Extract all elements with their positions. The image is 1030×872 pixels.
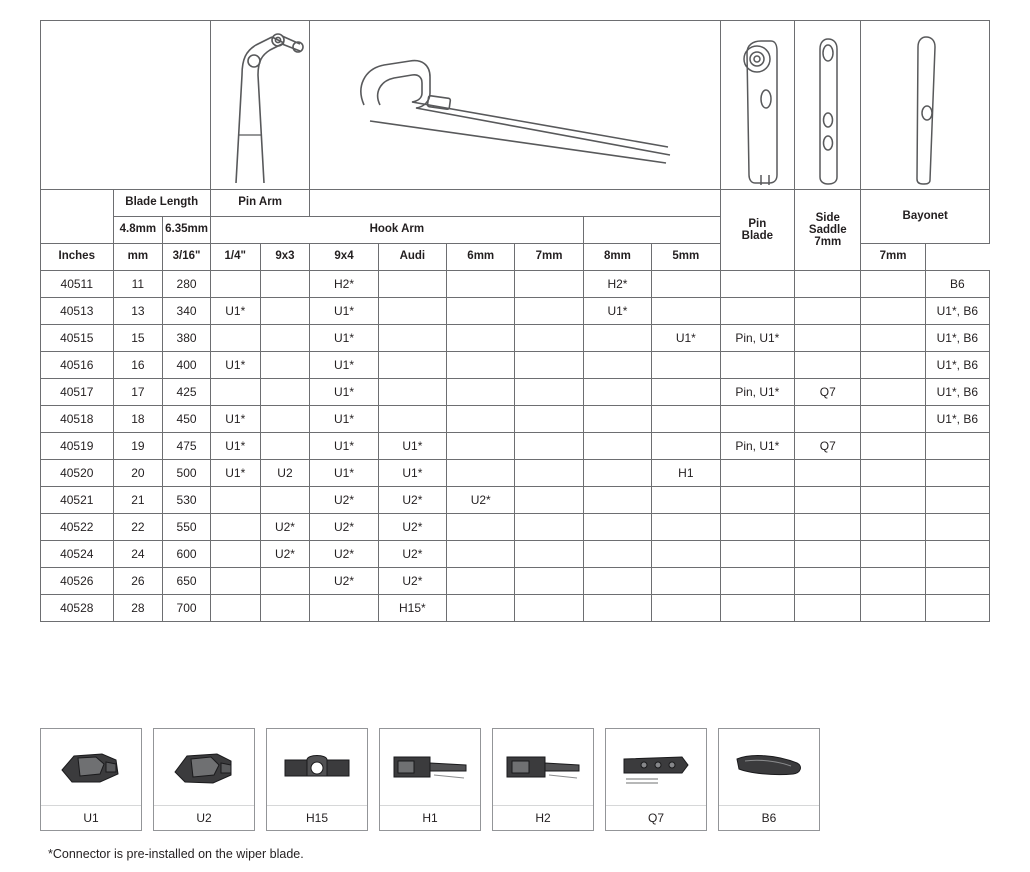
connector-h1-image xyxy=(380,729,480,805)
cell-pin_blade xyxy=(720,568,795,595)
legend-item-q7 xyxy=(605,728,707,831)
cell-mm8 xyxy=(652,352,720,379)
cell-inches: 22 xyxy=(113,514,163,541)
header-mm: mm xyxy=(113,244,163,271)
cell-b5mm xyxy=(861,460,925,487)
cell-mm8 xyxy=(652,298,720,325)
cell-part-number: 40519 xyxy=(41,433,114,460)
cell-b5mm xyxy=(861,379,925,406)
cell-inches: 18 xyxy=(113,406,163,433)
table-row xyxy=(41,379,990,406)
header-pin-blade xyxy=(720,190,795,271)
cell-b7mm xyxy=(925,595,989,622)
cell-b5mm xyxy=(861,325,925,352)
header-hook-arm-spacer xyxy=(310,190,720,217)
header-pin-arm: Pin Arm xyxy=(210,190,309,217)
header-bayonet-7mm: 7mm xyxy=(861,244,925,271)
cell-side_saddle xyxy=(795,595,861,622)
cell-audi: U2* xyxy=(447,487,515,514)
cell-part-number: 40526 xyxy=(41,568,114,595)
cell-side_saddle xyxy=(795,298,861,325)
cell-b7mm xyxy=(925,433,989,460)
cell-b7mm: U1*, B6 xyxy=(925,298,989,325)
cell-part-number: 40521 xyxy=(41,487,114,514)
cell-b5mm xyxy=(861,487,925,514)
cell-mm7 xyxy=(583,514,651,541)
cell-b7mm: B6 xyxy=(925,271,989,298)
cell-side_saddle xyxy=(795,271,861,298)
cell-mm: 450 xyxy=(163,406,211,433)
side-saddle-illustration-cell xyxy=(795,21,861,190)
cell-part-number: 40515 xyxy=(41,325,114,352)
cell-mm7 xyxy=(583,433,651,460)
cell-part-number: 40518 xyxy=(41,406,114,433)
cell-pin_blade xyxy=(720,271,795,298)
header-side-saddle-line2: Saddle xyxy=(808,224,847,236)
cell-mm7 xyxy=(583,568,651,595)
cell-pin_blade: Pin, U1* xyxy=(720,325,795,352)
cell-audi xyxy=(447,460,515,487)
cell-pin_blade xyxy=(720,406,795,433)
cell-part-number: 40513 xyxy=(41,298,114,325)
cell-side_saddle xyxy=(795,460,861,487)
cell-side_saddle: Q7 xyxy=(795,379,861,406)
cell-h9x3: U2* xyxy=(310,541,378,568)
cell-b7mm xyxy=(925,460,989,487)
legend-item-h1 xyxy=(379,728,481,831)
cell-part-number: 40528 xyxy=(41,595,114,622)
cell-pin_blade: Pin, U1* xyxy=(720,433,795,460)
fitment-table xyxy=(40,20,990,622)
cell-mm6 xyxy=(515,460,583,487)
cell-inches: 28 xyxy=(113,595,163,622)
table-row xyxy=(41,514,990,541)
legend-label: U1 xyxy=(41,805,141,830)
bayonet-illustration-cell xyxy=(861,21,990,190)
cell-side_saddle xyxy=(795,487,861,514)
cell-h9x3: U1* xyxy=(310,406,378,433)
cell-p316 xyxy=(210,541,260,568)
cell-side_saddle xyxy=(795,352,861,379)
cell-mm: 500 xyxy=(163,460,211,487)
header-inches: Inches xyxy=(41,244,114,271)
cell-h9x3 xyxy=(310,595,378,622)
cell-p14: U2* xyxy=(260,514,310,541)
cell-mm7 xyxy=(583,406,651,433)
cell-h9x4: U2* xyxy=(378,487,446,514)
header-side-saddle-line3: 7mm xyxy=(814,236,842,248)
cell-mm: 380 xyxy=(163,325,211,352)
blank-illustration-cell xyxy=(41,21,211,190)
cell-inches: 24 xyxy=(113,541,163,568)
legend-label: H15 xyxy=(267,805,367,830)
cell-part-number: 40516 xyxy=(41,352,114,379)
cell-b5mm xyxy=(861,568,925,595)
cell-audi xyxy=(447,568,515,595)
cell-h9x3: U1* xyxy=(310,460,378,487)
cell-mm: 400 xyxy=(163,352,211,379)
cell-mm: 650 xyxy=(163,568,211,595)
cell-side_saddle xyxy=(795,568,861,595)
cell-mm7: U1* xyxy=(583,298,651,325)
cell-p316 xyxy=(210,568,260,595)
table-row xyxy=(41,595,990,622)
table-row xyxy=(41,298,990,325)
cell-p14 xyxy=(260,487,310,514)
cell-h9x3: U1* xyxy=(310,325,378,352)
connector-q7-image xyxy=(606,729,706,805)
cell-b7mm: U1*, B6 xyxy=(925,379,989,406)
cell-h9x4 xyxy=(378,352,446,379)
connector-b6-image xyxy=(719,729,819,805)
header-pin-arm-635mm: 6.35mm xyxy=(163,217,211,244)
cell-audi xyxy=(447,379,515,406)
fitment-table-body xyxy=(41,271,990,622)
cell-mm8 xyxy=(652,595,720,622)
cell-mm6 xyxy=(515,433,583,460)
header-9x4: 9x4 xyxy=(310,244,378,271)
cell-h9x3: U1* xyxy=(310,433,378,460)
table-row xyxy=(41,271,990,298)
cell-b5mm xyxy=(861,406,925,433)
cell-mm7 xyxy=(583,325,651,352)
cell-p14 xyxy=(260,595,310,622)
cell-p14 xyxy=(260,325,310,352)
cell-audi xyxy=(447,595,515,622)
cell-mm7 xyxy=(583,379,651,406)
cell-inches: 13 xyxy=(113,298,163,325)
cell-h9x4: U2* xyxy=(378,568,446,595)
legend-label: B6 xyxy=(719,805,819,830)
cell-inches: 21 xyxy=(113,487,163,514)
cell-h9x3: U1* xyxy=(310,352,378,379)
connector-u1-image xyxy=(41,729,141,805)
cell-b5mm xyxy=(861,514,925,541)
cell-mm6 xyxy=(515,541,583,568)
cell-side_saddle xyxy=(795,541,861,568)
connector-h15-image xyxy=(267,729,367,805)
cell-inches: 16 xyxy=(113,352,163,379)
group-header-row xyxy=(41,190,990,217)
cell-h9x3: H2* xyxy=(310,271,378,298)
cell-side_saddle xyxy=(795,406,861,433)
header-part-number xyxy=(41,190,114,244)
cell-mm8: U1* xyxy=(652,325,720,352)
cell-p316: U1* xyxy=(210,298,260,325)
cell-pin_blade xyxy=(720,595,795,622)
cell-mm8 xyxy=(652,406,720,433)
cell-audi xyxy=(447,433,515,460)
hook-arm-illustration-cell xyxy=(310,21,720,190)
cell-inches: 20 xyxy=(113,460,163,487)
cell-inches: 15 xyxy=(113,325,163,352)
cell-mm8 xyxy=(652,514,720,541)
cell-mm6 xyxy=(515,406,583,433)
cell-mm: 600 xyxy=(163,541,211,568)
header-1-4-inch: 1/4" xyxy=(210,244,260,271)
legend-label: H1 xyxy=(380,805,480,830)
cell-h9x4: U1* xyxy=(378,460,446,487)
cell-inches: 19 xyxy=(113,433,163,460)
cell-side_saddle xyxy=(795,514,861,541)
cell-p316 xyxy=(210,271,260,298)
cell-h9x3: U2* xyxy=(310,487,378,514)
header-3-16-inch: 3/16" xyxy=(163,244,211,271)
cell-mm: 530 xyxy=(163,487,211,514)
header-pin-blade-line1: Pin xyxy=(748,218,767,230)
cell-h9x3: U2* xyxy=(310,514,378,541)
header-9x3: 9x3 xyxy=(260,244,310,271)
cell-part-number: 40520 xyxy=(41,460,114,487)
cell-part-number: 40524 xyxy=(41,541,114,568)
cell-mm: 550 xyxy=(163,514,211,541)
table-row xyxy=(41,541,990,568)
cell-p316 xyxy=(210,514,260,541)
cell-b7mm: U1*, B6 xyxy=(925,325,989,352)
cell-mm6 xyxy=(515,568,583,595)
cell-side_saddle: Q7 xyxy=(795,433,861,460)
cell-mm7: H2* xyxy=(583,271,651,298)
header-7mm: 7mm xyxy=(515,244,583,271)
cell-p14: U2 xyxy=(260,460,310,487)
cell-b5mm xyxy=(861,271,925,298)
cell-mm8 xyxy=(652,433,720,460)
cell-h9x4 xyxy=(378,325,446,352)
cell-mm: 425 xyxy=(163,379,211,406)
cell-p14 xyxy=(260,379,310,406)
table-row xyxy=(41,487,990,514)
legend-item-h15 xyxy=(266,728,368,831)
pin-blade-illustration-cell xyxy=(720,21,795,190)
header-6mm: 6mm xyxy=(447,244,515,271)
cell-audi xyxy=(447,541,515,568)
cell-b7mm: U1*, B6 xyxy=(925,406,989,433)
table-row xyxy=(41,460,990,487)
cell-h9x4: U1* xyxy=(378,433,446,460)
cell-h9x4 xyxy=(378,271,446,298)
cell-mm8: H1 xyxy=(652,460,720,487)
cell-b7mm xyxy=(925,541,989,568)
cell-inches: 11 xyxy=(113,271,163,298)
legend-item-h2 xyxy=(492,728,594,831)
cell-b5mm xyxy=(861,352,925,379)
cell-p316: U1* xyxy=(210,352,260,379)
cell-pin_blade xyxy=(720,541,795,568)
header-bayonet-5mm: 5mm xyxy=(652,244,720,271)
cell-mm6 xyxy=(515,379,583,406)
side-saddle-illustration xyxy=(795,21,860,189)
cell-b5mm xyxy=(861,433,925,460)
header-bayonet: Bayonet xyxy=(861,190,990,244)
cell-p14 xyxy=(260,433,310,460)
table-row xyxy=(41,433,990,460)
cell-part-number: 40517 xyxy=(41,379,114,406)
cell-mm7 xyxy=(583,541,651,568)
cell-mm: 340 xyxy=(163,298,211,325)
table-row xyxy=(41,325,990,352)
cell-mm8 xyxy=(652,487,720,514)
cell-mm: 475 xyxy=(163,433,211,460)
table-row xyxy=(41,352,990,379)
cell-mm6 xyxy=(515,271,583,298)
cell-b7mm xyxy=(925,568,989,595)
cell-p316: U1* xyxy=(210,433,260,460)
cell-h9x4: U2* xyxy=(378,541,446,568)
cell-pin_blade xyxy=(720,460,795,487)
table-row xyxy=(41,406,990,433)
cell-mm6 xyxy=(515,325,583,352)
header-blade-length: Blade Length xyxy=(113,190,210,217)
cell-h9x4: U2* xyxy=(378,514,446,541)
cell-p316 xyxy=(210,379,260,406)
cell-mm7 xyxy=(583,487,651,514)
hook-arm-illustration xyxy=(310,21,719,189)
cell-mm7 xyxy=(583,460,651,487)
cell-mm6 xyxy=(515,595,583,622)
header-pin-arm-48mm: 4.8mm xyxy=(113,217,163,244)
cell-mm7 xyxy=(583,352,651,379)
cell-p316 xyxy=(210,487,260,514)
header-pin-blade-line2: Blade xyxy=(741,230,773,242)
cell-part-number: 40522 xyxy=(41,514,114,541)
cell-inches: 26 xyxy=(113,568,163,595)
cell-mm6 xyxy=(515,514,583,541)
cell-audi xyxy=(447,325,515,352)
cell-p316 xyxy=(210,595,260,622)
cell-p14 xyxy=(260,271,310,298)
cell-h9x3: U1* xyxy=(310,298,378,325)
cell-p14 xyxy=(260,406,310,433)
cell-h9x4 xyxy=(378,298,446,325)
cell-b5mm xyxy=(861,595,925,622)
table-row xyxy=(41,568,990,595)
cell-h9x4 xyxy=(378,379,446,406)
cell-mm6 xyxy=(515,487,583,514)
cell-mm8 xyxy=(652,271,720,298)
cell-p14 xyxy=(260,568,310,595)
cell-p14 xyxy=(260,298,310,325)
legend-label: U2 xyxy=(154,805,254,830)
cell-mm6 xyxy=(515,298,583,325)
cell-pin_blade xyxy=(720,352,795,379)
cell-b7mm xyxy=(925,514,989,541)
cell-h9x3: U2* xyxy=(310,568,378,595)
cell-pin_blade xyxy=(720,514,795,541)
cell-mm: 280 xyxy=(163,271,211,298)
cell-pin_blade xyxy=(720,487,795,514)
connector-h2-image xyxy=(493,729,593,805)
pin-blade-illustration xyxy=(721,21,795,189)
cell-part-number: 40511 xyxy=(41,271,114,298)
cell-h9x4: H15* xyxy=(378,595,446,622)
cell-b7mm: U1*, B6 xyxy=(925,352,989,379)
legend-item-u1 xyxy=(40,728,142,831)
cell-p14: U2* xyxy=(260,541,310,568)
pin-arm-illustration xyxy=(211,21,309,189)
cell-p316: U1* xyxy=(210,460,260,487)
cell-p316 xyxy=(210,325,260,352)
cell-b7mm xyxy=(925,487,989,514)
cell-p14 xyxy=(260,352,310,379)
cell-mm7 xyxy=(583,595,651,622)
cell-audi xyxy=(447,514,515,541)
legend-label: H2 xyxy=(493,805,593,830)
cell-audi xyxy=(447,298,515,325)
cell-pin_blade: Pin, U1* xyxy=(720,379,795,406)
cell-p316: U1* xyxy=(210,406,260,433)
cell-mm8 xyxy=(652,568,720,595)
cell-audi xyxy=(447,271,515,298)
cell-mm: 700 xyxy=(163,595,211,622)
header-side-saddle xyxy=(795,190,861,271)
cell-mm8 xyxy=(652,541,720,568)
legend-item-b6 xyxy=(718,728,820,831)
bayonet-illustration xyxy=(861,21,989,189)
cell-inches: 17 xyxy=(113,379,163,406)
legend-label: Q7 xyxy=(606,805,706,830)
cell-mm6 xyxy=(515,352,583,379)
footnote: *Connector is pre-installed on the wiper blade. xyxy=(48,847,304,861)
pin-arm-illustration-cell xyxy=(210,21,309,190)
header-audi: Audi xyxy=(378,244,446,271)
header-8mm: 8mm xyxy=(583,244,651,271)
cell-side_saddle xyxy=(795,325,861,352)
legend-item-u2 xyxy=(153,728,255,831)
connector-u2-image xyxy=(154,729,254,805)
connector-legend xyxy=(40,728,820,831)
cell-b5mm xyxy=(861,541,925,568)
cell-pin_blade xyxy=(720,298,795,325)
cell-b5mm xyxy=(861,298,925,325)
illustration-row xyxy=(41,21,990,190)
cell-audi xyxy=(447,352,515,379)
cell-h9x4 xyxy=(378,406,446,433)
cell-h9x3: U1* xyxy=(310,379,378,406)
header-hook-arm: Hook Arm xyxy=(210,217,583,244)
header-side-saddle-line1: Side xyxy=(815,212,840,224)
cell-audi xyxy=(447,406,515,433)
cell-mm8 xyxy=(652,379,720,406)
